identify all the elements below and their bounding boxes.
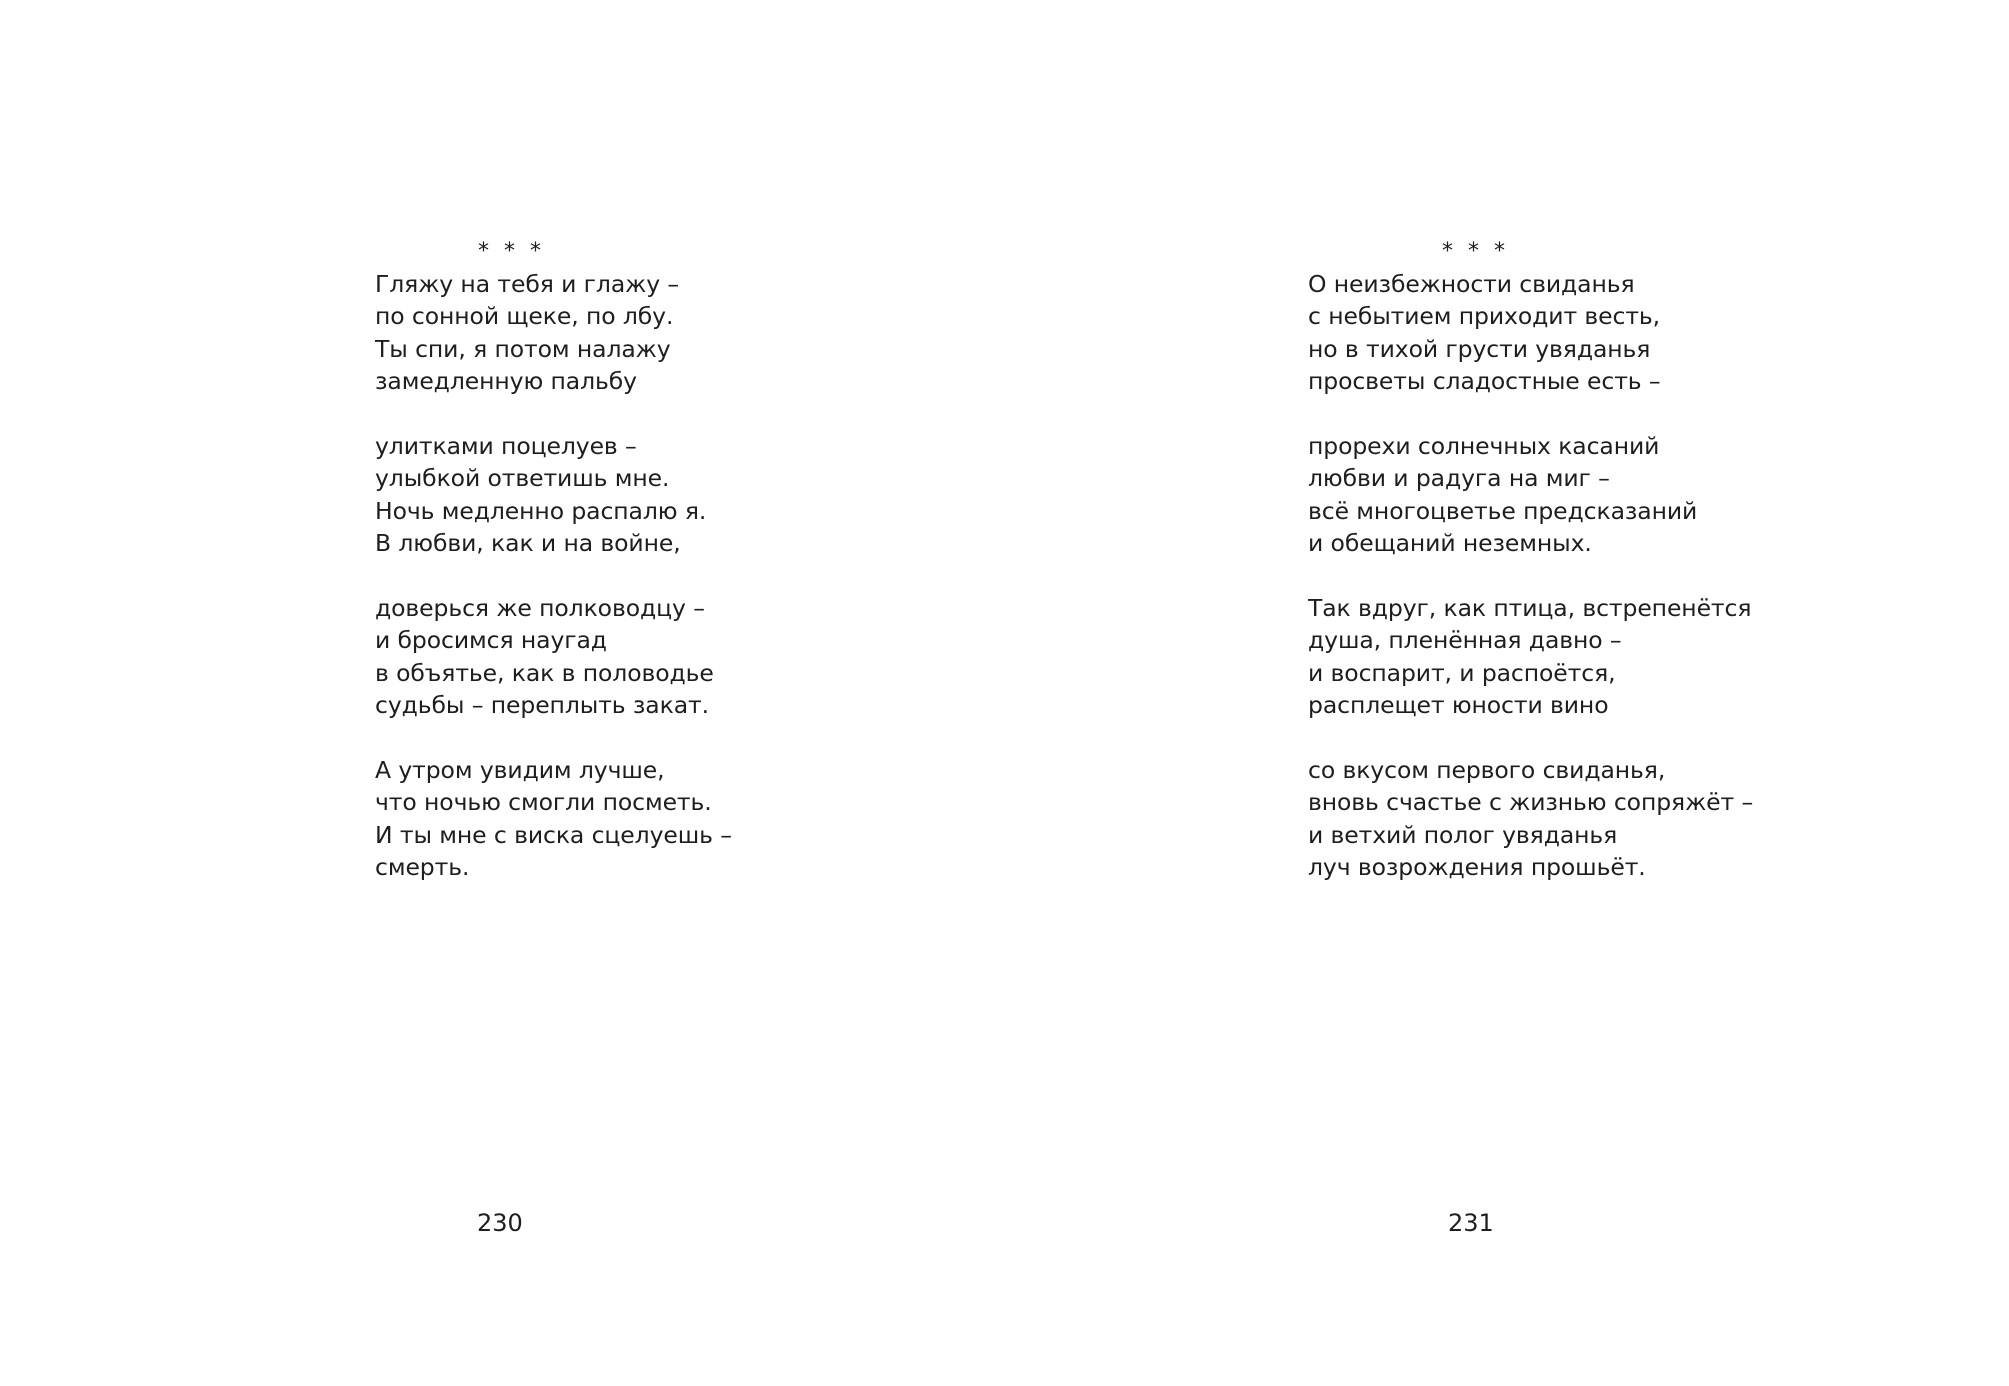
poem-line: и обещаний неземных. bbox=[1308, 529, 1592, 558]
poem-line: прорехи солнечных касаний bbox=[1308, 431, 1660, 460]
stanza bbox=[375, 754, 732, 884]
stanza bbox=[375, 592, 732, 722]
poem-line: Так вдруг, как птица, встрепенётся bbox=[1308, 593, 1752, 622]
poem-line: И ты мне с виска сцелуешь – bbox=[375, 820, 732, 849]
poem-line: душа, пленённая давно – bbox=[1308, 626, 1622, 655]
poem-line: замедленную пальбу bbox=[375, 367, 637, 396]
poem-line: в объятье, как в половодье bbox=[375, 658, 714, 687]
poem-line: с небытием приходит весть, bbox=[1308, 302, 1661, 331]
poem-line: всё многоцветье предсказаний bbox=[1308, 496, 1698, 525]
poem-line: О неизбежности свиданья bbox=[1308, 270, 1635, 298]
poem-line: улитками поцелуев – bbox=[375, 431, 637, 460]
poem-line: по сонной щеке, по лбу. bbox=[375, 302, 674, 331]
poem-line: и ветхий полог увяданья bbox=[1308, 820, 1618, 849]
poem-separator: * * * bbox=[1442, 239, 1509, 264]
poem-line: и воспарит, и распоётся, bbox=[1308, 658, 1616, 687]
poem-right bbox=[1308, 236, 1753, 916]
poem-separator: * * * bbox=[478, 239, 545, 264]
poem-line: что ночью смогли посметь. bbox=[375, 788, 712, 817]
poem-line: В любви, как и на войне, bbox=[375, 529, 681, 558]
stanza bbox=[375, 268, 732, 398]
poem-line: доверься же полководцу – bbox=[375, 593, 705, 622]
poem-line: и бросимся наугад bbox=[375, 626, 607, 655]
poem-line: расплещет юности вино bbox=[1308, 691, 1609, 720]
poem-line: А утром увидим лучше, bbox=[375, 755, 665, 784]
right-page bbox=[1004, 0, 2009, 1386]
poem-line: Ночь медленно распалю я. bbox=[375, 496, 707, 525]
poem-line: судьбы – переплыть закат. bbox=[375, 691, 709, 720]
stanza bbox=[1308, 268, 1753, 398]
poem-line: любви и радуга на миг – bbox=[1308, 464, 1610, 493]
poem-line: просветы сладостные есть – bbox=[1308, 367, 1661, 396]
poem-left bbox=[375, 236, 732, 916]
poem-line: смерть. bbox=[375, 853, 470, 882]
stanza bbox=[1308, 430, 1753, 560]
poem-line: со вкусом первого свиданья, bbox=[1308, 755, 1666, 784]
poem-line: Гляжу на тебя и глажу – bbox=[375, 270, 680, 298]
left-page bbox=[0, 0, 1004, 1386]
poem-line: Ты спи, я потом налажу bbox=[375, 334, 671, 363]
poem-line: улыбкой ответишь мне. bbox=[375, 464, 670, 493]
poem-line: луч возрождения прошьёт. bbox=[1308, 853, 1646, 882]
page-number: 230 bbox=[477, 1209, 523, 1237]
stanza bbox=[1308, 754, 1753, 884]
stanza bbox=[1308, 592, 1753, 722]
poem-line: вновь счастье с жизнью сопряжёт – bbox=[1308, 788, 1754, 817]
stanza bbox=[375, 430, 732, 560]
page-number: 231 bbox=[1448, 1209, 1494, 1237]
poem-line: но в тихой грусти увяданья bbox=[1308, 334, 1651, 363]
